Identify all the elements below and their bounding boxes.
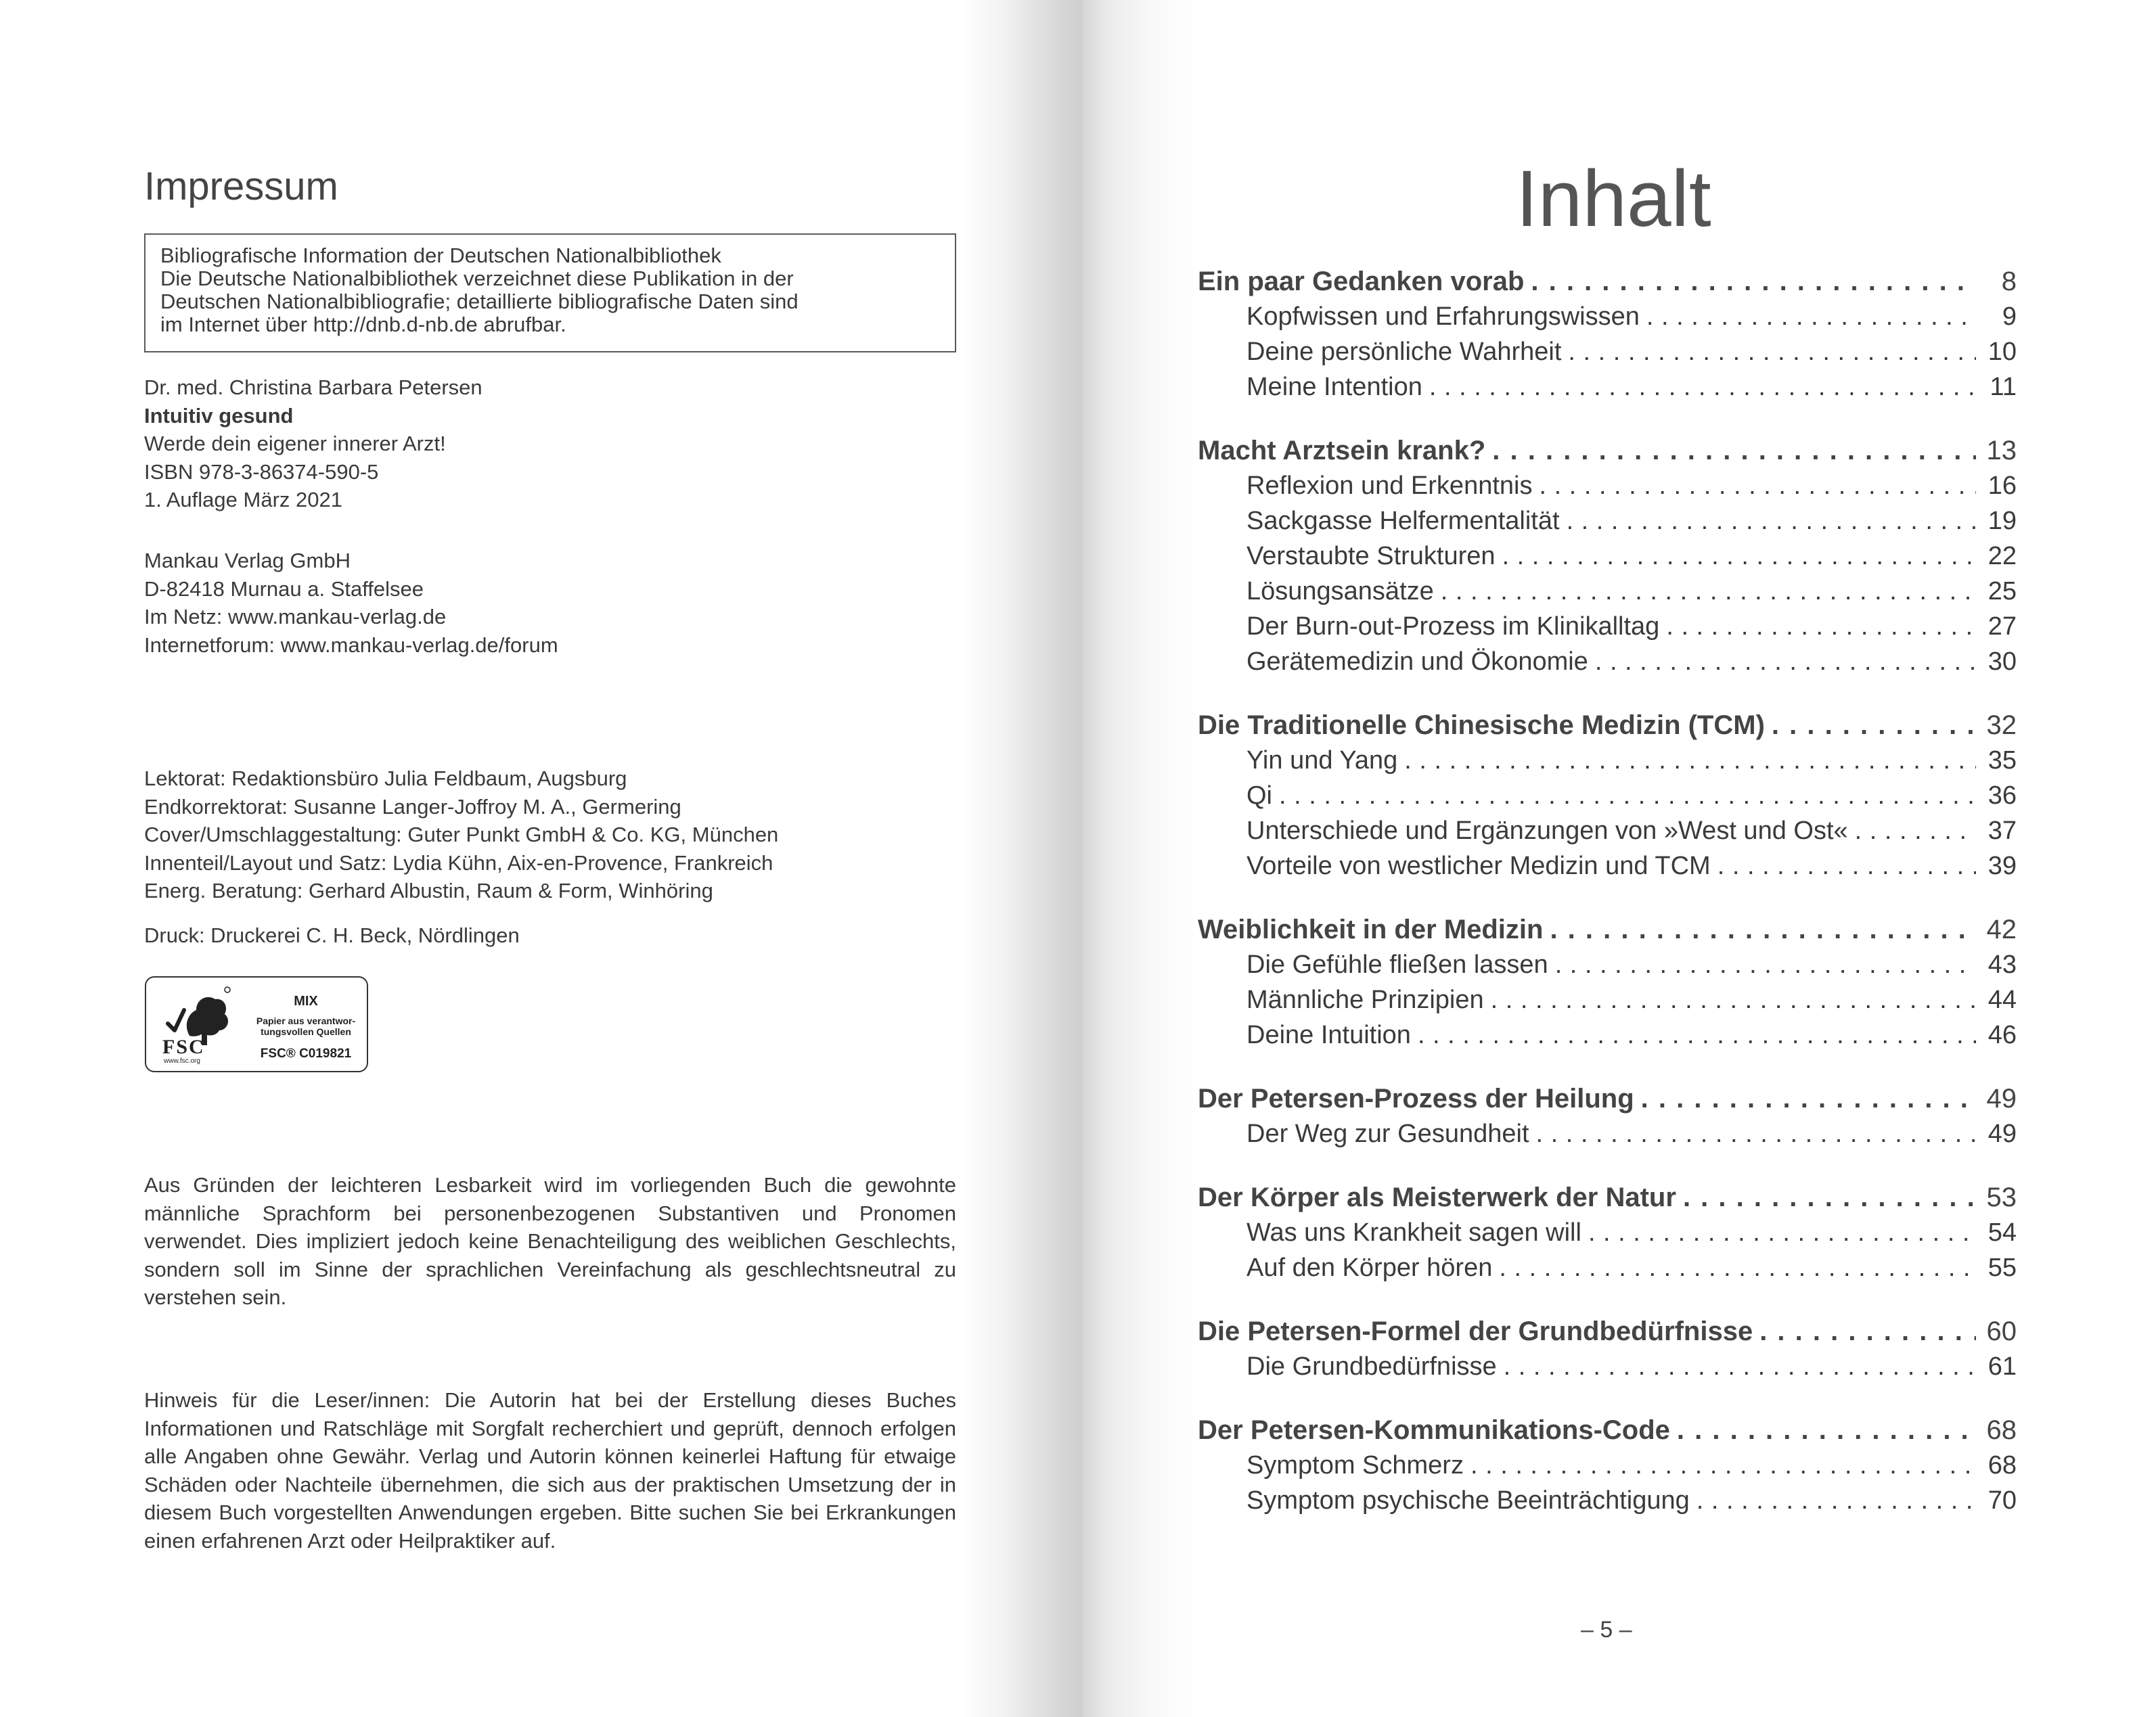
credit-line: Innenteil/Layout und Satz: Lydia Kühn, Aix-en-Provence, Frankreich (144, 850, 773, 875)
toc-dot-leader (1539, 468, 1976, 503)
toc-dot-leader (1531, 264, 1976, 299)
toc-chapter (1198, 433, 2017, 468)
toc-dot-leader (1429, 369, 1976, 405)
book-subtitle: Werde dein eigener innerer Arzt! (144, 432, 446, 455)
toc-entry-page: 36 (1987, 781, 2017, 810)
toc-entry-page: 25 (1987, 577, 2017, 605)
credits (144, 764, 778, 905)
toc-entry (1198, 299, 2017, 334)
toc-dot-leader (1646, 299, 1976, 334)
fsc-paper-line: tungsvollen Quellen (261, 1026, 351, 1037)
toc-dot-leader (1536, 1116, 1977, 1151)
toc-entry-title: Kopfwissen und Erfahrungswissen (1247, 302, 1640, 331)
author: Dr. med. Christina Barbara Petersen (144, 375, 482, 399)
toc-dot-leader (1759, 1314, 1976, 1349)
toc-dot-leader (1666, 609, 1976, 644)
toc-entry (1198, 369, 2017, 405)
toc-chapter-title: Der Körper als Meisterwerk der Natur (1198, 1183, 1676, 1212)
toc-dot-leader (1855, 813, 1976, 848)
toc-entry (1198, 644, 2017, 679)
toc-chapter-title: Der Petersen-Kommunikations-Code (1198, 1415, 1670, 1445)
toc-chapter-title: Die Petersen-Formel der Grundbedürfnisse (1198, 1317, 1753, 1346)
toc-dot-leader (1491, 982, 1976, 1017)
toc-entry-title: Was uns Krankheit sagen will (1247, 1218, 1581, 1247)
toc-dot-leader (1279, 778, 1976, 813)
reader-hint-label: Hinweis für die Leser/innen: (144, 1388, 430, 1412)
toc-entry-page: 70 (1987, 1486, 2017, 1515)
reader-hint-text: Die Autorin hat bei der Erstellung dieses Buches Informationen und Ratschläge mit Sorgfalt recherchiert und geprüft, dennoch erfolgen alle Angaben ohne Gewähr. Verlag und Autorin können keinerlei Haftung für etwaige Schäden oder Nachteile übernehmen, die sich aus der praktischen Umsetzung der in diesem Buch vorgestellten Anwendungen ergeben. Bitte suchen Sie bei Erkrankungen einen erfahrenen Arzt oder Heilpraktiker auf. (144, 1388, 956, 1553)
toc-entry-page: 16 (1987, 472, 2017, 500)
toc-entry-page: 49 (1987, 1120, 2017, 1148)
book-title: Intuitiv gesund (144, 403, 294, 428)
toc-entry (1198, 503, 2017, 539)
publisher-line: D-82418 Murnau a. Staffelsee (144, 576, 424, 601)
toc-dot-leader (1470, 1448, 1976, 1483)
toc-entry-page: 68 (1987, 1451, 2017, 1480)
toc-entry-title: Die Grundbedürfnisse (1247, 1352, 1497, 1381)
toc-dot-leader (1492, 433, 1976, 468)
toc-entry-page: 61 (1987, 1352, 2017, 1381)
toc-entry-title: Der Burn-out-Prozess im Klinikalltag (1247, 612, 1660, 641)
toc-entry (1198, 947, 2017, 982)
bib-line: im Internet über http://dnb.d-nb.de abrufbar. (160, 313, 566, 336)
toc-chapter-title: Der Petersen-Prozess der Heilung (1198, 1084, 1634, 1114)
toc-dot-leader (1499, 1250, 1976, 1285)
toc-chapter (1198, 1314, 2017, 1349)
contents-heading: Inhalt (1516, 154, 1711, 244)
toc-chapter (1198, 1413, 2017, 1448)
toc-dot-leader (1772, 708, 1976, 743)
toc-entry-title: Qi (1247, 781, 1272, 810)
toc-chapter-page: 60 (1986, 1317, 2017, 1346)
toc-entry-page: 39 (1987, 852, 2017, 880)
toc-entry-page: 11 (1990, 373, 2017, 401)
toc-entry (1198, 539, 2017, 574)
bib-line: Bibliografische Information der Deutschen Nationalbibliothek (160, 244, 721, 267)
credit-line: Energ. Beratung: Gerhard Albustin, Raum & Form, Winhöring (144, 879, 713, 902)
publisher-info (144, 547, 558, 659)
toc-dot-leader (1677, 1413, 1976, 1448)
toc-entry (1198, 778, 2017, 813)
toc-entry-title: Deine persönliche Wahrheit (1247, 338, 1562, 366)
toc-entry-page: 44 (1987, 986, 2017, 1014)
toc-chapter-page: 49 (1986, 1084, 2017, 1114)
bib-line: Die Deutsche Nationalbibliothek verzeichnet diese Publikation in der (160, 267, 794, 290)
toc-entry-page: 10 (1987, 338, 2017, 366)
toc-chapter-page: 32 (1986, 710, 2017, 740)
credit-line: Lektorat: Redaktionsbüro Julia Feldbaum, Augsburg (144, 766, 627, 790)
toc-entry-page: 46 (1987, 1021, 2017, 1049)
toc-entry-title: Verstaubte Strukturen (1247, 542, 1496, 570)
toc-dot-leader (1717, 848, 1976, 884)
toc-entry (1198, 743, 2017, 778)
toc-entry-title: Symptom Schmerz (1247, 1451, 1464, 1480)
reader-hint (144, 1386, 956, 1555)
fsc-logo-text: FSC (162, 1036, 205, 1058)
print-info (144, 921, 520, 950)
toc-entry-page: 35 (1987, 746, 2017, 775)
toc-entry-title: Reflexion und Erkenntnis (1247, 472, 1533, 500)
toc-dot-leader (1404, 743, 1976, 778)
toc-entry-page: 22 (1987, 542, 2017, 570)
credit-line: Endkorrektorat: Susanne Langer-Joffroy M. A., Germering (144, 794, 681, 819)
toc-dot-leader (1595, 644, 1976, 679)
toc-chapter-page: 53 (1986, 1183, 2017, 1212)
toc-chapter-title: Die Traditionelle Chinesische Medizin (TCM) (1198, 710, 1765, 740)
printer-line: Druck: Druckerei C. H. Beck, Nördlingen (144, 923, 520, 947)
table-of-contents (1198, 264, 2017, 1518)
toc-entry-title: Sackgasse Helfermentalität (1247, 507, 1560, 535)
toc-chapter-title: Ein paar Gedanken vorab (1198, 267, 1525, 296)
toc-entry-title: Die Gefühle fließen lassen (1247, 951, 1548, 979)
toc-dot-leader (1641, 1081, 1976, 1116)
toc-entry (1198, 1250, 2017, 1285)
toc-chapter-title: Weiblichkeit in der Medizin (1198, 915, 1544, 944)
fsc-code: FSC® C019821 (260, 1047, 352, 1061)
toc-entry (1198, 468, 2017, 503)
fsc-paper-line: Papier aus verantwor- (256, 1015, 356, 1026)
toc-dot-leader (1568, 334, 1976, 369)
toc-chapter-page: 13 (1986, 436, 2017, 465)
toc-entry-page: 19 (1987, 507, 2017, 535)
publisher-line: Mankau Verlag GmbH (144, 549, 351, 572)
toc-entry-title: Gerätemedizin und Ökonomie (1247, 647, 1588, 676)
toc-entry (1198, 813, 2017, 848)
toc-dot-leader (1502, 539, 1976, 574)
toc-entry (1198, 1215, 2017, 1250)
toc-entry (1198, 574, 2017, 609)
toc-entry-title: Lösungsansätze (1247, 577, 1434, 605)
toc-entry-title: Yin und Yang (1247, 746, 1398, 775)
publisher-line: Internetforum: www.mankau-verlag.de/forum (144, 633, 558, 657)
toc-entry (1198, 848, 2017, 884)
fsc-mix: MIX (294, 994, 318, 1009)
toc-entry (1198, 609, 2017, 644)
toc-chapter-page: 68 (1986, 1415, 2017, 1445)
bib-line: Deutschen Nationalbibliografie; detaillierte bibliografische Daten sind (160, 290, 799, 313)
toc-chapter-title: Macht Arztsein krank? (1198, 436, 1486, 465)
bibliographic-info-box (144, 233, 956, 352)
toc-entry-page: 27 (1987, 612, 2017, 641)
toc-dot-leader (1550, 912, 1976, 947)
toc-entry-title: Deine Intuition (1247, 1021, 1411, 1049)
toc-entry-page: 37 (1987, 817, 2017, 845)
toc-entry-title: Unterschiede und Ergänzungen von »West und Ost« (1247, 817, 1848, 845)
toc-entry-page: 43 (1987, 951, 2017, 979)
toc-entry (1198, 1017, 2017, 1053)
toc-chapter (1198, 264, 2017, 299)
fsc-label (145, 976, 368, 1072)
toc-entry-title: Meine Intention (1247, 373, 1422, 401)
toc-entry-title: Der Weg zur Gesundheit (1247, 1120, 1529, 1148)
toc-chapter (1198, 1180, 2017, 1215)
toc-entry (1198, 334, 2017, 369)
readability-note: Aus Gründen der leichteren Lesbarkeit wird im vorliegenden Buch die gewohnte männliche Sprachform bei personenbezogenen Substantiven und Pronomen verwendet. Dies impliziert jedoch keine Benachteiligung des weiblichen Geschlechts, sondern soll im Sinne der sprachlichen Vereinfachung als geschlechtsneutral zu verstehen sein. (144, 1173, 956, 1309)
book-info (144, 373, 482, 514)
toc-entry-page: 30 (1987, 647, 2017, 676)
fsc-url: www.fsc.org (164, 1057, 200, 1065)
toc-entry-title: Vorteile von westlicher Medizin und TCM (1247, 852, 1711, 880)
toc-dot-leader (1555, 947, 1976, 982)
toc-chapter-page: 42 (1986, 915, 2017, 944)
toc-entry-page: 55 (1987, 1254, 2017, 1282)
toc-dot-leader (1441, 574, 1976, 609)
toc-dot-leader (1418, 1017, 1976, 1053)
toc-entry-page: 54 (1987, 1218, 2017, 1247)
toc-dot-leader (1697, 1483, 1976, 1518)
toc-dot-leader (1588, 1215, 1976, 1250)
toc-entry (1198, 1448, 2017, 1483)
toc-dot-leader (1504, 1349, 1976, 1384)
toc-entry-title: Auf den Körper hören (1247, 1254, 1493, 1282)
toc-entry-title: Symptom psychische Beeinträchtigung (1247, 1486, 1690, 1515)
impressum-heading: Impressum (144, 164, 338, 208)
toc-entry-page: 9 (2002, 302, 2017, 331)
toc-chapter (1198, 1081, 2017, 1116)
toc-entry (1198, 1483, 2017, 1518)
toc-entry (1198, 1349, 2017, 1384)
edition: 1. Auflage März 2021 (144, 488, 342, 511)
toc-chapter-page: 8 (2001, 267, 2017, 296)
toc-dot-leader (1567, 503, 1976, 539)
toc-entry-title: Männliche Prinzipien (1247, 986, 1484, 1014)
toc-chapter (1198, 912, 2017, 947)
toc-chapter (1198, 708, 2017, 743)
page-number: – 5 – (1581, 1617, 1632, 1643)
toc-entry (1198, 982, 2017, 1017)
credit-line: Cover/Umschlaggestaltung: Guter Punkt GmbH & Co. KG, München (144, 823, 779, 846)
isbn: ISBN 978-3-86374-590-5 (144, 459, 379, 484)
toc-dot-leader (1683, 1180, 1976, 1215)
toc-entry (1198, 1116, 2017, 1151)
publisher-line: Im Netz: www.mankau-verlag.de (144, 605, 447, 628)
